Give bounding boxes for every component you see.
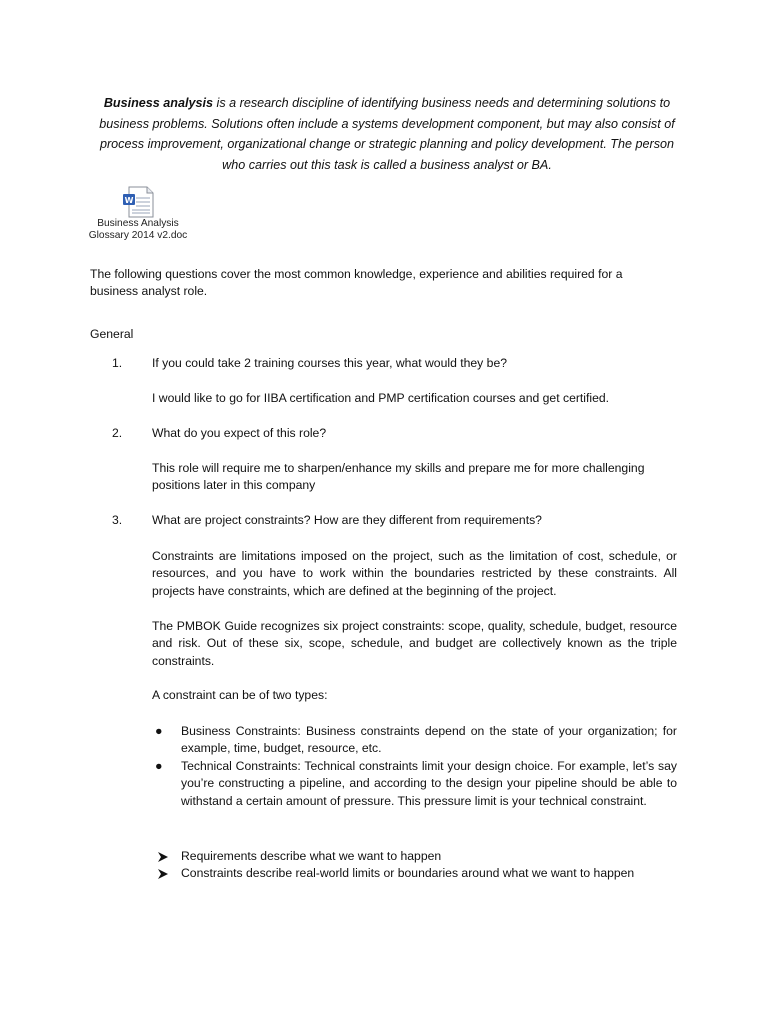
arrow-bullet-icon [157, 851, 169, 863]
answer-paragraph: A constraint can be of two types: [152, 688, 328, 702]
arrow-item: Constraints describe real-world limits or boundaries around what we want to happen [181, 866, 635, 880]
answer-text: This role will require me to sharpen/enhance my skills and prepare me for more challenging positions later in this company [152, 461, 645, 493]
question-number: 1. [112, 356, 123, 370]
svg-text:W: W [124, 196, 134, 205]
intro-line-2: business problems. Solutions often include a systems development component, but may also consist of [99, 116, 675, 131]
intro-line-3: process improvement, organizational change or strategic planning and policy development. The person [99, 137, 675, 152]
bullet-item: Technical Constraints: Technical constraints limit your design choice. For example, let’s say you’re constructing a pipeline, and according to the design your pipeline should be able to withstand a certain amount of pressure. This pressure limit is your technical constraint. [181, 759, 677, 808]
question-text: What do you expect of this role? [152, 426, 327, 440]
bullet-item: Business Constraints: Business constraints depend on the state of your organization; for example, time, budget, resource, etc. [181, 724, 677, 756]
arrow-bullet-icon [157, 868, 169, 880]
bullet-dot-icon: ● [155, 724, 163, 738]
section-heading-general: General [90, 327, 134, 341]
attachment-label-line-2: Glossary 2014 v2.doc [88, 230, 188, 241]
answer-paragraph: The PMBOK Guide recognizes six project constraints: scope, quality, schedule, budget, resource and risk. Out of these six, scope, schedule, and budget are collectively known as the triple constraints. [152, 619, 677, 668]
question-text: What are project constraints? How are they different from requirements? [152, 513, 542, 527]
attachment-label-line-1: Business Analysis [97, 218, 179, 229]
answer-paragraph: Constraints are limitations imposed on the project, such as the limitation of cost, schedule, or resources, and you have to work within the boundaries restricted by these constraints. All projects have constraints, which are defined at the beginning of the project. [152, 549, 677, 598]
embedded-document-attachment[interactable] [88, 186, 188, 242]
intro-line-1: Business analysis is a research discipline of identifying business needs and determining solutions to [103, 96, 671, 110]
question-number: 2. [112, 426, 123, 440]
answer-text: I would like to go for IIBA certification and PMP certification courses and get certified. [152, 391, 610, 405]
arrow-item: Requirements describe what we want to happen [181, 849, 442, 863]
intro-lead-term: Business analysis [103, 96, 214, 110]
intro-line-4: who carries out this task is called a business analyst or BA. [222, 157, 552, 172]
word-document-icon [120, 186, 156, 218]
summary-paragraph: The following questions cover the most common knowledge, experience and abilities required for a business analyst role. [90, 267, 623, 299]
bullet-dot-icon: ● [155, 759, 163, 773]
question-number: 3. [112, 513, 123, 527]
intro-paragraph [90, 93, 684, 175]
question-text: If you could take 2 training courses this year, what would they be? [152, 356, 507, 370]
